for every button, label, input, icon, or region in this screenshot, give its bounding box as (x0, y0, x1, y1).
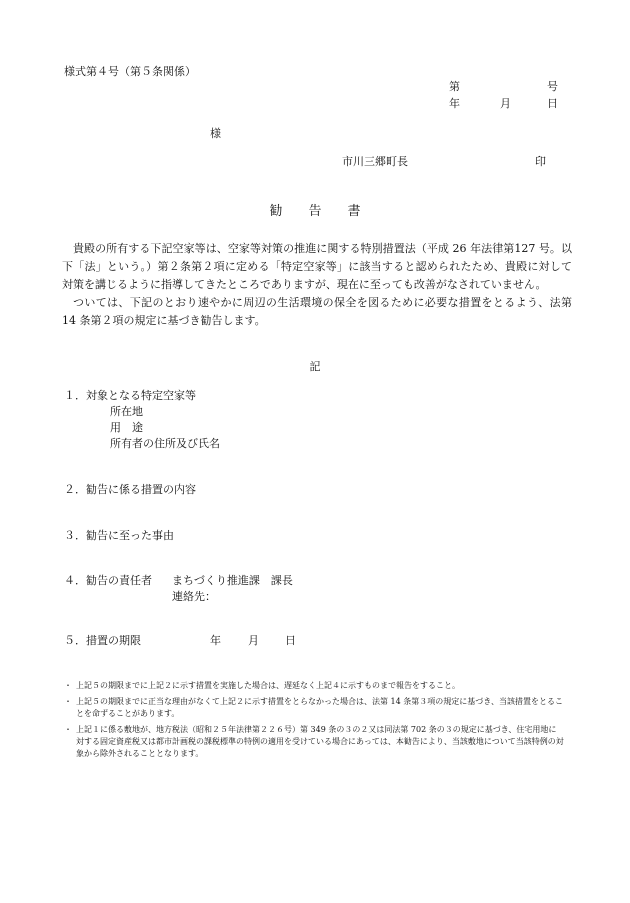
date-day: 日 (547, 97, 558, 110)
date-year: 年 (449, 97, 460, 110)
body-paragraph-2: ついては、下記のとおり速やかに周辺の生活環境の保全を図るために必要な措置をとるよう、法第 14 条第２項の規定に基づき勧告します。 (62, 296, 572, 327)
issuer-name: 市川三郷町長 (342, 155, 408, 168)
item-5-title: ５．措置の期限 (64, 634, 141, 647)
item-5-month: 月 (248, 634, 259, 647)
note-text: 上記５の期限までに上記２に示す措置を実施した場合は、遅延なく上記４に示すものまで報告をすること。 (76, 681, 460, 690)
form-number: 様式第４号（第５条関係） (64, 65, 196, 78)
seal-mark: 印 (535, 155, 546, 168)
item-1-owner-label: 所有者の住所及び氏名 (110, 437, 220, 450)
note-item (64, 724, 564, 760)
item-1-use-label: 用 途 (110, 421, 143, 434)
body-text (62, 240, 572, 330)
doc-number-suffix: 号 (547, 80, 558, 93)
item-1-title: １．対象となる特定空家等 (64, 389, 196, 402)
note-text: 上記５の期限までに正当な理由がなくて上記２に示す措置をとらなかった場合は、法第 14 条第３項の規定に基づき、当該措置をとることを命ずることがあります。 (76, 697, 563, 718)
date-month: 月 (500, 97, 511, 110)
item-4-contact: 連絡先： (172, 590, 216, 603)
ki-heading: 記 (309, 360, 321, 373)
document-title: 勧 告 書 (269, 204, 361, 219)
note-text: 上記１に係る敷地が、地方税法（昭和２５年法律第２２６号）第 349 条の３の２又は同法第 702 条の３の規定に基づき、住宅用地に対する固定資産税又は都市計画税の課税標準の特例の適用を受けている場合にあっては、本勧告により、当該敷地について当該特例の対象から除外されることとなります。 (76, 725, 564, 758)
item-4-person: まちづくり推進課 課長 (172, 574, 293, 587)
item-5-year: 年 (210, 634, 221, 647)
notes-list (64, 680, 564, 764)
note-bullet: ・ (64, 681, 72, 690)
addressee-suffix: 様 (210, 127, 221, 140)
doc-number-prefix: 第 (449, 80, 460, 93)
body-paragraph-1: 貴殿の所有する下記空家等は、空家等対策の推進に関する特別措置法（平成 26 年法律第127 号。以下「法」という。）第２条第２項に定める「特定空家等」に該当すると認められたため、貴殿に対して対策を講じるように指導してきたところでありますが、現在に至っても改善がなされていません。 (62, 242, 572, 291)
note-bullet: ・ (64, 697, 72, 706)
item-4-title: ４．勧告の責任者 (64, 574, 152, 587)
note-item (64, 680, 564, 692)
item-1-location-label: 所在地 (110, 405, 143, 418)
item-3-title: ３．勧告に至った事由 (64, 529, 174, 542)
item-2-title: ２．勧告に係る措置の内容 (64, 483, 196, 496)
item-5-day: 日 (285, 634, 296, 647)
note-item (64, 696, 564, 720)
note-bullet: ・ (64, 725, 72, 734)
